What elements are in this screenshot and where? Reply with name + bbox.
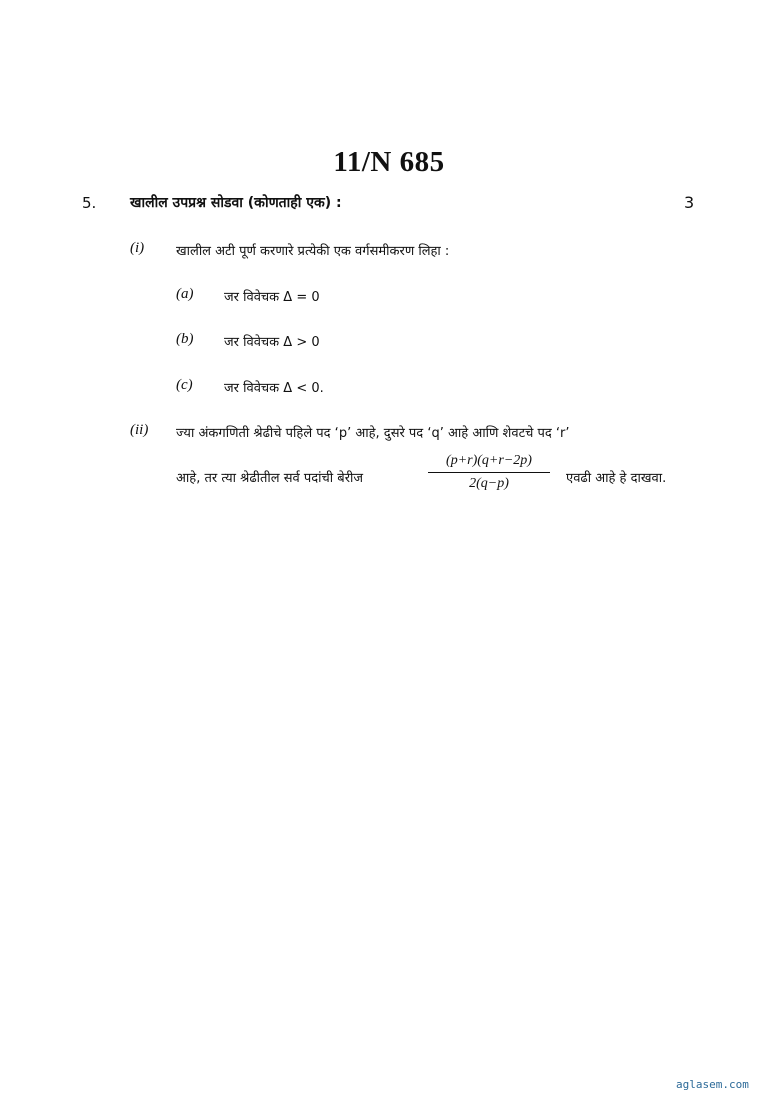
option-a-label: (a) xyxy=(176,286,194,302)
fraction-numerator: (p+r)(q+r−2p) xyxy=(428,453,550,473)
part-i-text: खालील अटी पूर्ण करणारे प्रत्येकी एक वर्गसमीकरण लिहा : xyxy=(176,244,450,259)
question-marks: 3 xyxy=(684,193,695,212)
sum-fraction xyxy=(428,453,550,492)
question-number: 5. xyxy=(82,194,97,212)
part-ii-line2-start: आहे, तर त्या श्रेढीतील सर्व पदांची बेरीज xyxy=(176,471,364,486)
option-b-label: (b) xyxy=(176,331,194,347)
part-ii-label: (ii) xyxy=(130,422,149,438)
fraction-denominator: 2(q−p) xyxy=(469,476,509,491)
paper-code: 11/N 685 xyxy=(333,146,445,178)
question-instruction: खालील उपप्रश्न सोडवा (कोणताही एक) : xyxy=(130,195,342,211)
option-c-text: जर विवेचक Δ < 0. xyxy=(224,381,324,396)
option-c-label: (c) xyxy=(176,377,193,393)
option-a-text: जर विवेचक Δ = 0 xyxy=(224,290,320,305)
part-ii-line1: ज्या अंकगणिती श्रेढीचे पहिले पद ‘p’ आहे, दुसरे पद ‘q’ आहे आणि शेवटचे पद ‘r’ xyxy=(176,426,570,441)
part-i-label: (i) xyxy=(130,240,145,256)
part-ii-line2-end: एवढी आहे हे दाखवा. xyxy=(566,471,667,486)
option-b-text: जर विवेचक Δ > 0 xyxy=(224,335,320,350)
watermark: aglasem.com xyxy=(676,1078,749,1091)
